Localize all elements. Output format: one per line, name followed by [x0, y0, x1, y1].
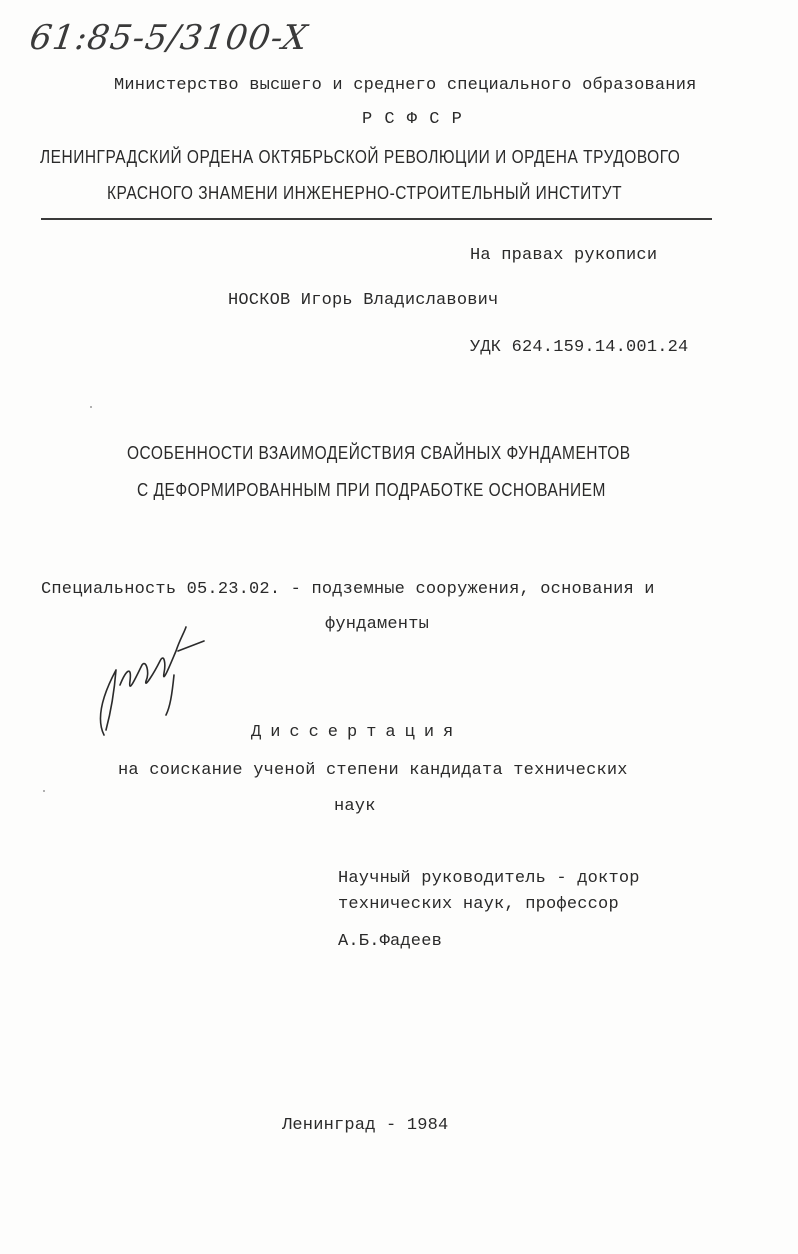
dissertation-label: Диссертация — [251, 723, 463, 742]
supervisor-name: А.Б.Фадеев — [338, 932, 443, 951]
dissertation-title-line-2: С ДЕФОРМИРОВАННЫМ ПРИ ПОДРАБОТКЕ ОСНОВАНИЕМ — [137, 480, 606, 500]
manuscript-rights: На правах рукописи — [470, 246, 658, 265]
place-and-year: Ленинград - 1984 — [282, 1116, 449, 1135]
header-divider — [41, 218, 712, 220]
institute-line-1: ЛЕНИНГРАДСКИЙ ОРДЕНА ОКТЯБРЬСКОЙ РЕВОЛЮЦИИ И ОРДЕНА ТРУДОВОГО — [40, 147, 681, 167]
ministry-line: Министерство высшего и среднего специального образования — [114, 76, 697, 95]
supervisor-line-2: технических наук, профессор — [338, 895, 619, 914]
institute-line-2: КРАСНОГО ЗНАМЕНИ ИНЖЕНЕРНО-СТРОИТЕЛЬНЫЙ ИНСТИТУТ — [107, 183, 623, 203]
specialty-line-1: Специальность 05.23.02. - подземные сооружения, основания и — [41, 580, 655, 599]
supervisor-line-1: Научный руководитель - доктор — [338, 869, 640, 888]
paper-speck — [43, 790, 45, 792]
degree-line-2: наук — [334, 797, 376, 816]
dissertation-title-line-1: ОСОБЕННОСТИ ВЗАИМОДЕЙСТВИЯ СВАЙНЫХ ФУНДАМЕНТОВ — [127, 443, 631, 463]
archive-number-handwritten: 61:85-5/3100-X — [27, 18, 311, 58]
udc-code: УДК 624.159.14.001.24 — [470, 338, 689, 357]
author-name: НОСКОВ Игорь Владиславович — [228, 291, 499, 310]
author-signature — [86, 615, 216, 745]
paper-speck — [90, 406, 92, 408]
degree-line-1: на соискание ученой степени кандидата технических — [118, 761, 628, 780]
republic-line: Р С Ф С Р — [362, 110, 463, 129]
specialty-line-2: фундаменты — [325, 615, 430, 634]
